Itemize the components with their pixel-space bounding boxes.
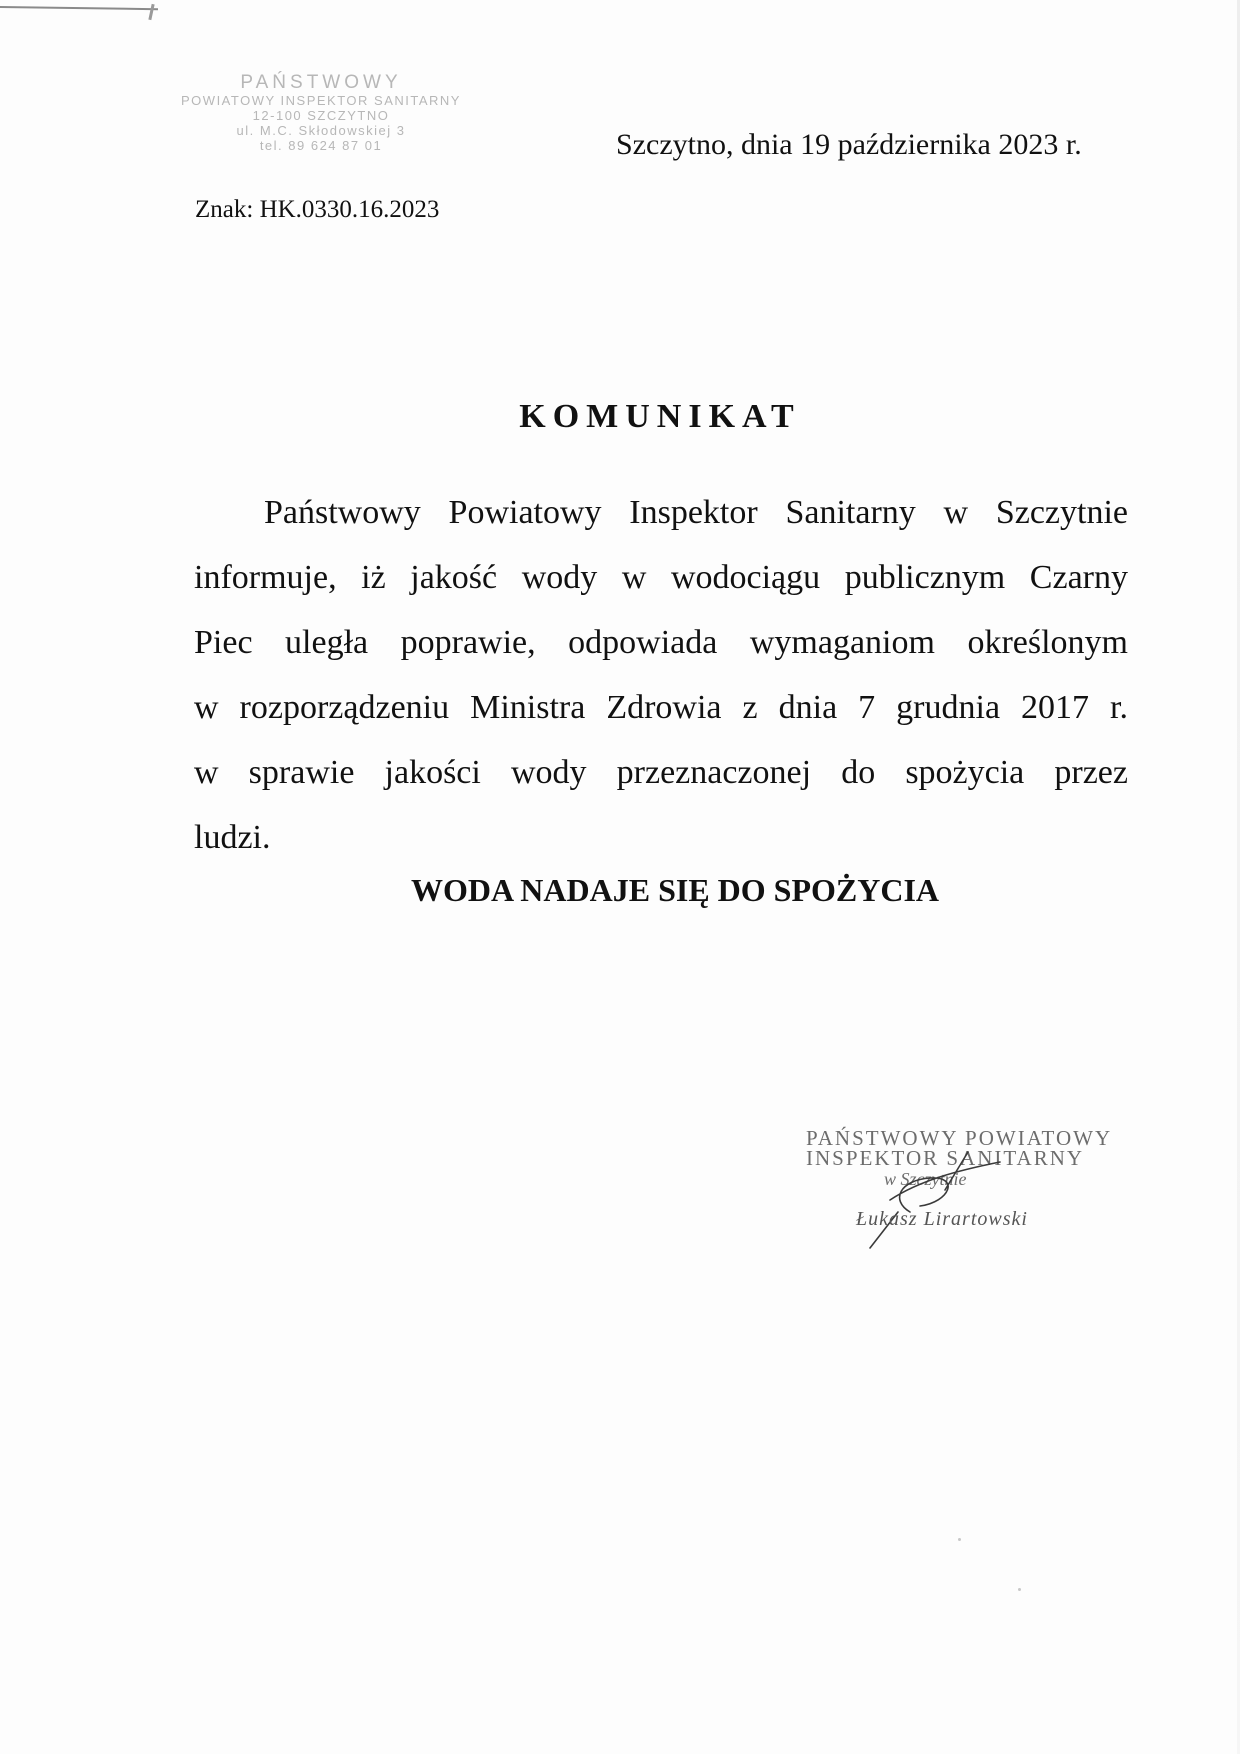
header-stamp-line: 12-100 SZCZYTNO	[252, 107, 390, 123]
header-stamp-line: POWIATOWY INSPEKTOR SANITARNY	[181, 92, 461, 108]
body-line: Państwowy Powiatowy Inspektor Sanitarny w Szczytnie	[264, 494, 1128, 531]
header-stamp-line: PAŃSTWOWY	[240, 72, 402, 93]
body-line: Piec uległa poprawie, odpowiada wymaganiom określonym	[194, 624, 1128, 661]
signature-stamp-line: w Szczytnie	[884, 1169, 967, 1189]
document-title: KOMUNIKAT	[519, 398, 801, 435]
scan-speck	[1018, 1588, 1021, 1591]
header-stamp-line: tel. 89 624 87 01	[259, 137, 383, 153]
place-and-date: Szczytno, dnia 19 października 2023 r.	[616, 128, 1082, 161]
body-line: w sprawie jakości wody przeznaczonej do spożycia przez	[194, 754, 1128, 791]
signature-stamp-line: INSPEKTOR SANITARNY	[806, 1146, 1085, 1170]
announcement-body	[194, 480, 1128, 870]
header-stamp-line: ul. M.C. Skłodowskiej 3	[236, 122, 406, 138]
signature-stamp-line: PAŃSTWOWY POWIATOWY	[806, 1126, 1113, 1150]
handwritten-signature	[850, 1140, 1050, 1250]
signatory-name: Łukasz Lirartowski	[856, 1208, 1028, 1230]
scan-artifact-line	[0, 6, 158, 10]
body-line: informuje, iż jakość wody w wodociągu publicznym Czarny	[194, 559, 1128, 596]
reference-number: Znak: HK.0330.16.2023	[195, 196, 440, 223]
conclusion-statement: WODA NADAJE SIĘ DO SPOŻYCIA	[410, 872, 940, 908]
body-line: ludzi.	[194, 819, 271, 856]
body-line: w rozporządzeniu Ministra Zdrowia z dnia 7 grudnia 2017 r.	[194, 689, 1128, 726]
header-stamp	[176, 72, 466, 154]
scan-artifact-tick	[148, 4, 154, 20]
scan-speck	[958, 1538, 961, 1541]
